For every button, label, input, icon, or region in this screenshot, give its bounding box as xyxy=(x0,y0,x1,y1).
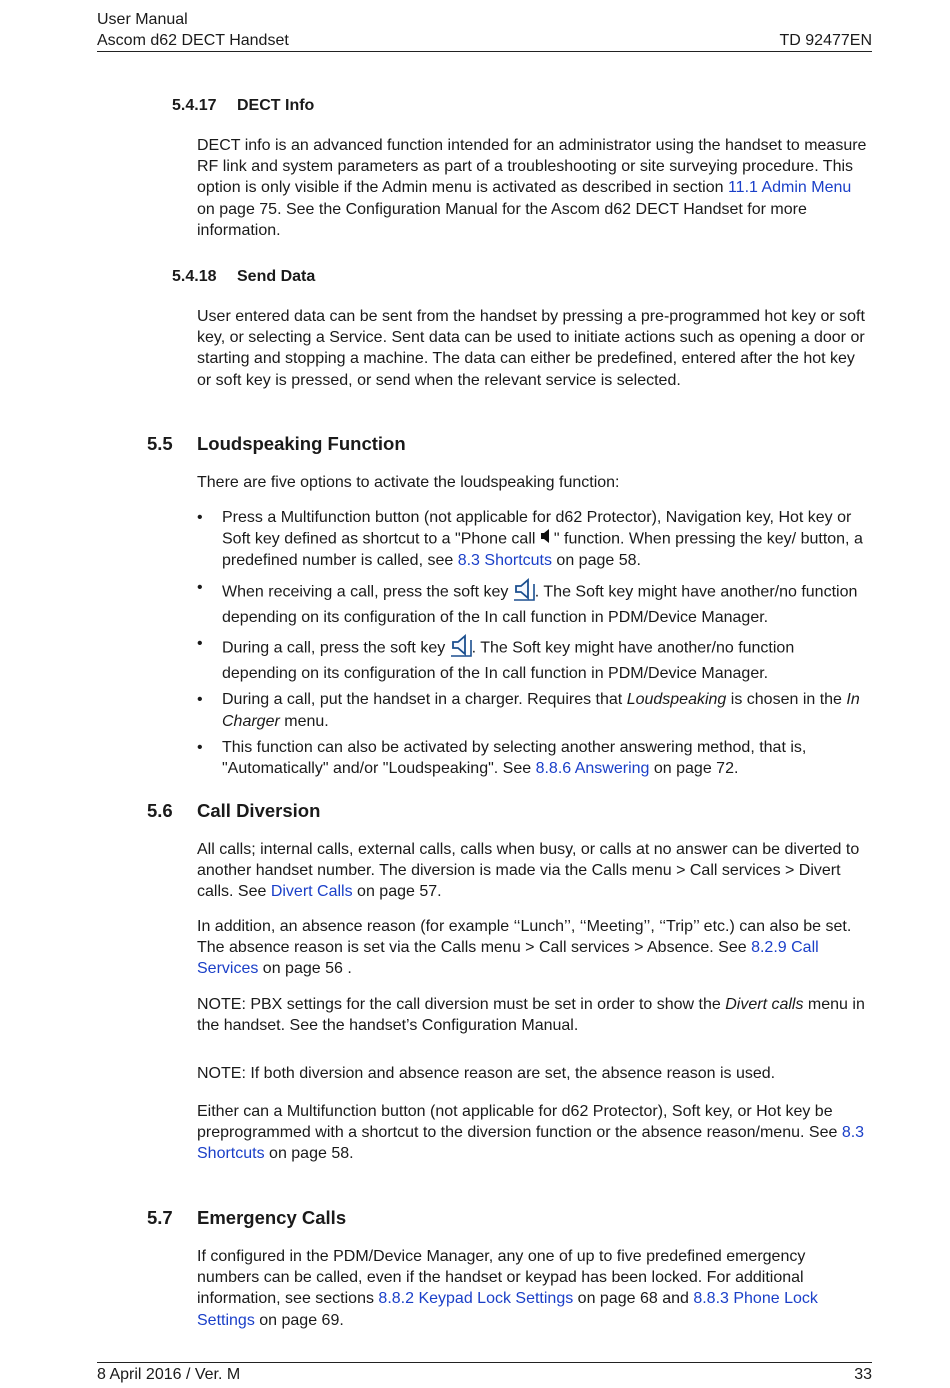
heading-number: 5.4.17 xyxy=(172,97,217,114)
heading-5-6 xyxy=(147,800,320,822)
header-product-name: Ascom d62 DECT Handset xyxy=(97,32,289,49)
heading-5-7 xyxy=(147,1207,346,1229)
link-shortcuts[interactable]: 8.3 Shortcuts xyxy=(457,552,552,570)
paragraph-send-data: User entered data can be sent from the handset by pressing a pre-programmed hot key or soft key, or selecting a Service. Sent data can be used to initiate actions such as opening a door or starting and stopping a machine. The data can either be predefined, entered after the hot key or soft key is pressed, or send when the relevant service is selected. xyxy=(197,308,865,389)
text: This function can also be activated by selecting another answering method, that is, "Automatically" and/or "Loudspeaking". See xyxy=(222,738,807,778)
paragraph-priority-note: NOTE: If both diversion and absence reason are set, the absence reason is used. xyxy=(197,1065,776,1082)
text: If configured in the PDM/Device Manager, any one of up to five predefined emergency numbers can be called, even if the handset or keypad has been locked. For additional information, see sections xyxy=(197,1248,806,1308)
loudspeaker-softkey-icon xyxy=(450,633,472,663)
text: on page 57. xyxy=(352,883,442,901)
paragraph-loudspeaking-intro: There are five options to activate the loudspeaking function: xyxy=(197,474,620,491)
text: is chosen in the xyxy=(726,691,847,709)
paragraph-emergency-calls xyxy=(197,1246,872,1331)
text: " function. When pressing the key/ button, a predefined number is called, see xyxy=(222,530,863,570)
text: menu in the handset. See the handset’s Configuration Manual. xyxy=(197,996,865,1035)
heading-title: DECT Info xyxy=(237,97,315,114)
text: In addition, an absence reason (for example ‘‘Lunch’’, ‘‘Meeting’’, ‘‘Trip’’ etc.) can also be set. The absence reason is set via the Calls menu > Call services > Absence. See xyxy=(197,918,852,957)
loudspeaker-softkey-icon xyxy=(513,577,535,607)
text: During a call, press the soft key xyxy=(222,639,450,657)
text-emphasis: In Charger xyxy=(222,691,860,730)
list-item xyxy=(197,507,872,572)
text: NOTE: PBX settings for the call diversion must be set in order to show the xyxy=(197,996,726,1013)
heading-title: Call Diversion xyxy=(197,800,321,821)
list-item xyxy=(197,577,872,628)
heading-number: 5.4.18 xyxy=(172,268,217,285)
header-doc-id: TD 92477EN xyxy=(779,32,872,49)
text: on page 58. xyxy=(551,552,641,570)
text: During a call, put the handset in a charger. Requires that xyxy=(222,691,627,709)
running-header xyxy=(97,9,289,51)
paragraph-dect-info xyxy=(197,135,872,241)
heading-title: Send Data xyxy=(237,268,316,285)
text: on page 69. xyxy=(254,1311,344,1329)
text: menu. xyxy=(279,712,329,730)
text: on page 75. See the Configuration Manual for the Ascom d62 DECT Handset for more information. xyxy=(197,200,807,239)
text: on page 56 . xyxy=(258,960,352,978)
heading-number: 5.5 xyxy=(147,433,173,454)
heading-title: Emergency Calls xyxy=(197,1207,347,1228)
heading-5-4-18 xyxy=(172,268,315,286)
list-item xyxy=(197,737,872,779)
header-rule xyxy=(97,51,872,52)
text-emphasis: Loudspeaking xyxy=(626,691,727,709)
list-item xyxy=(197,689,872,731)
footer-page-number: 33 xyxy=(854,1366,872,1383)
heading-number: 5.6 xyxy=(147,800,173,821)
text: on page 72. xyxy=(649,760,739,778)
heading-5-4-17 xyxy=(172,97,314,115)
footer-date-version: 8 April 2016 / Ver. M xyxy=(97,1366,241,1383)
heading-number: 5.7 xyxy=(147,1207,173,1228)
heading-5-5 xyxy=(147,433,406,455)
text: DECT info is an advanced function intended for an administrator using the handset to measure RF link and system parameters as part of a troubleshooting or site surveying procedure. This option is only visible if the Admin menu is activated as described in section xyxy=(197,137,867,197)
link-keypad-lock-settings[interactable]: 8.8.2 Keypad Lock Settings xyxy=(378,1290,574,1308)
paragraph-diversion-shortcut xyxy=(197,1101,872,1165)
speaker-icon xyxy=(540,528,554,550)
paragraph-absence-reason xyxy=(197,916,872,980)
link-phone-lock-settings[interactable]: 8.8.3 Phone Lock Settings xyxy=(197,1290,818,1329)
footer-rule xyxy=(97,1362,872,1363)
link-call-services[interactable]: 8.2.9 Call Services xyxy=(197,939,819,978)
text: Either can a Multifunction button (not applicable for d62 Protector), Soft key, or Hot key be preprogrammed with a shortcut to the diversion function or the absence reason/menu. See xyxy=(197,1103,842,1142)
text: on page 58. xyxy=(264,1145,354,1163)
text: When receiving a call, press the soft key xyxy=(222,582,513,600)
loudspeaking-options-list xyxy=(197,507,872,784)
link-admin-menu[interactable]: 11.1 Admin Menu xyxy=(727,179,852,197)
text-emphasis: Divert calls xyxy=(725,996,804,1013)
list-item xyxy=(197,633,872,684)
link-divert-calls[interactable]: Divert Calls xyxy=(270,883,353,901)
text: on page 68 and xyxy=(573,1290,694,1308)
header-manual-label: User Manual xyxy=(97,11,188,28)
text: . The Soft key might have another/no function depending on its configuration of the In call function in PDM/Device Manager. xyxy=(222,639,795,683)
link-answering[interactable]: 8.8.6 Answering xyxy=(535,760,650,778)
paragraph-pbx-note xyxy=(197,994,872,1036)
text: . The Soft key might have another/no function depending on its configuration of the In call function in PDM/Device Manager. xyxy=(222,582,858,626)
text: Press a Multifunction button (not applicable for d62 Protector), Navigation key, Hot key or Soft key defined as shortcut to a "Phone call xyxy=(222,509,852,548)
link-shortcuts[interactable]: 8.3 Shortcuts xyxy=(197,1124,865,1163)
text: All calls; internal calls, external calls, calls when busy, or calls at no answer can be diverted to another handset number. The diversion is made via the Calls menu > Call services > Divert calls. See xyxy=(197,841,860,901)
heading-title: Loudspeaking Function xyxy=(197,433,406,454)
paragraph-call-diversion xyxy=(197,839,872,903)
